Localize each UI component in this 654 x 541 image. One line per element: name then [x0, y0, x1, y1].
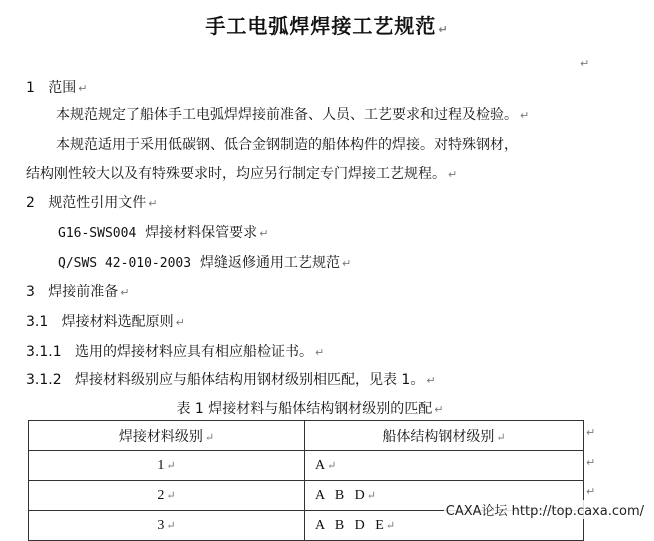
material-matching-table — [28, 420, 584, 541]
row-end-mark: ↵ — [586, 426, 596, 439]
table-row — [29, 451, 584, 481]
table-cell: A B D ↵ — [305, 481, 584, 511]
table-cell: A B D E ↵ — [305, 511, 584, 541]
section-heading-2: 2 规范性引用文件 ↵ — [26, 195, 158, 211]
subsection-heading-3-1: 3.1 焊接材料选配原则 ↵ — [26, 314, 185, 330]
document-title: 手工电弧焊焊接工艺规范 ↵ — [205, 14, 449, 38]
paragraph-mark: ↵ — [580, 57, 590, 70]
reference-item: Q/SWS 42-010-2003 焊缝返修通用工艺规范 ↵ — [58, 255, 352, 271]
table-caption: 表 1 焊接材料与船体结构钢材级别的匹配 ↵ — [176, 401, 444, 417]
table-header-row — [29, 421, 584, 451]
site-watermark: CAXA论坛 http://top.caxa.com/ — [444, 500, 646, 519]
paragraph-mark: ↵ — [438, 23, 449, 36]
section-heading-1: 1 范围 ↵ — [26, 80, 88, 96]
table-cell: 3 ↵ — [29, 511, 305, 541]
row-end-mark: ↵ — [586, 485, 596, 498]
header-cell: 焊接材料级别 ↵ — [29, 421, 305, 451]
header-cell: 船体结构钢材级别 ↵ — [305, 421, 584, 451]
paragraph: 本规范规定了船体手工电弧焊焊接前准备、人员、工艺要求和过程及检验。 ↵ — [56, 107, 530, 123]
table-cell: A ↵ — [305, 451, 584, 481]
paragraph: 本规范适用于采用低碳钢、低合金钢制造的船体构件的焊接。对特殊钢材， — [56, 137, 518, 153]
paragraph-continuation: 结构刚性较大以及有特殊要求时，均应另行制定专门焊接工艺规程。 ↵ — [26, 166, 458, 182]
reference-item: G16-SWS004 焊接材料保管要求 ↵ — [58, 225, 269, 241]
table-cell: 2 ↵ — [29, 481, 305, 511]
section-heading-3: 3 焊接前准备 ↵ — [26, 284, 130, 300]
clause-3-1-1: 3.1.1 选用的焊接材料应具有相应船检证书。 ↵ — [26, 344, 325, 360]
table-cell: 1 ↵ — [29, 451, 305, 481]
row-end-mark: ↵ — [586, 456, 596, 469]
clause-3-1-2: 3.1.2 焊接材料级别应与船体结构用钢材级别相匹配，见表 1。 ↵ — [26, 372, 436, 388]
